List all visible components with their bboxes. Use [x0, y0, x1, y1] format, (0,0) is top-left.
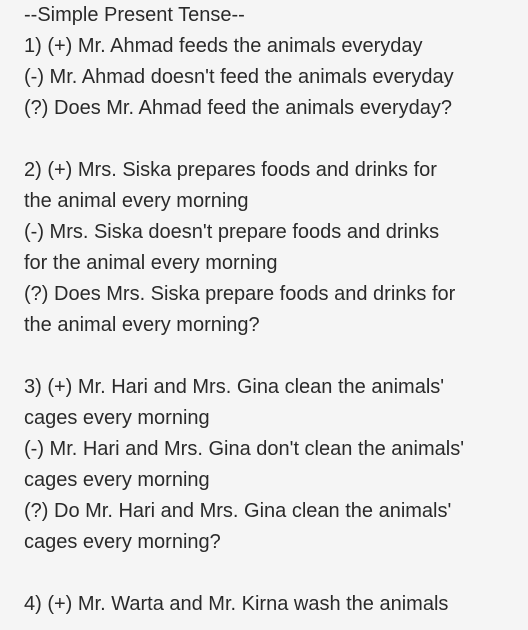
text-line: (?) Does Mr. Ahmad feed the animals everyday? — [24, 97, 452, 119]
text-line: the animal every morning — [24, 190, 249, 212]
text-line: (-) Mrs. Siska doesn't prepare foods and drinks — [24, 221, 440, 243]
text-line: (?) Do Mr. Hari and Mrs. Gina clean the animals' — [24, 500, 452, 522]
text-line: 2) (+) Mrs. Siska prepares foods and drinks for — [24, 159, 437, 181]
text-line: cages every morning? — [24, 531, 221, 553]
text-line: (-) Mr. Hari and Mrs. Gina don't clean the animals' — [24, 438, 465, 460]
text-line: 4) (+) Mr. Warta and Mr. Kirna wash the animals — [24, 593, 449, 615]
text-line: 1) (+) Mr. Ahmad feeds the animals everyday — [24, 35, 423, 57]
text-line: (?) Does Mrs. Siska prepare foods and drinks for — [24, 283, 456, 305]
text-line: cages every morning — [24, 469, 210, 491]
text-line: for the animal every morning — [24, 252, 278, 274]
text-line: (-) Mr. Ahmad doesn't feed the animals everyday — [24, 66, 454, 88]
text-line: cages every morning — [24, 407, 210, 429]
heading-simple-present: --Simple Present Tense-- — [24, 4, 245, 26]
text-line: 3) (+) Mr. Hari and Mrs. Gina clean the animals' — [24, 376, 445, 398]
text-line: the animal every morning? — [24, 314, 260, 336]
